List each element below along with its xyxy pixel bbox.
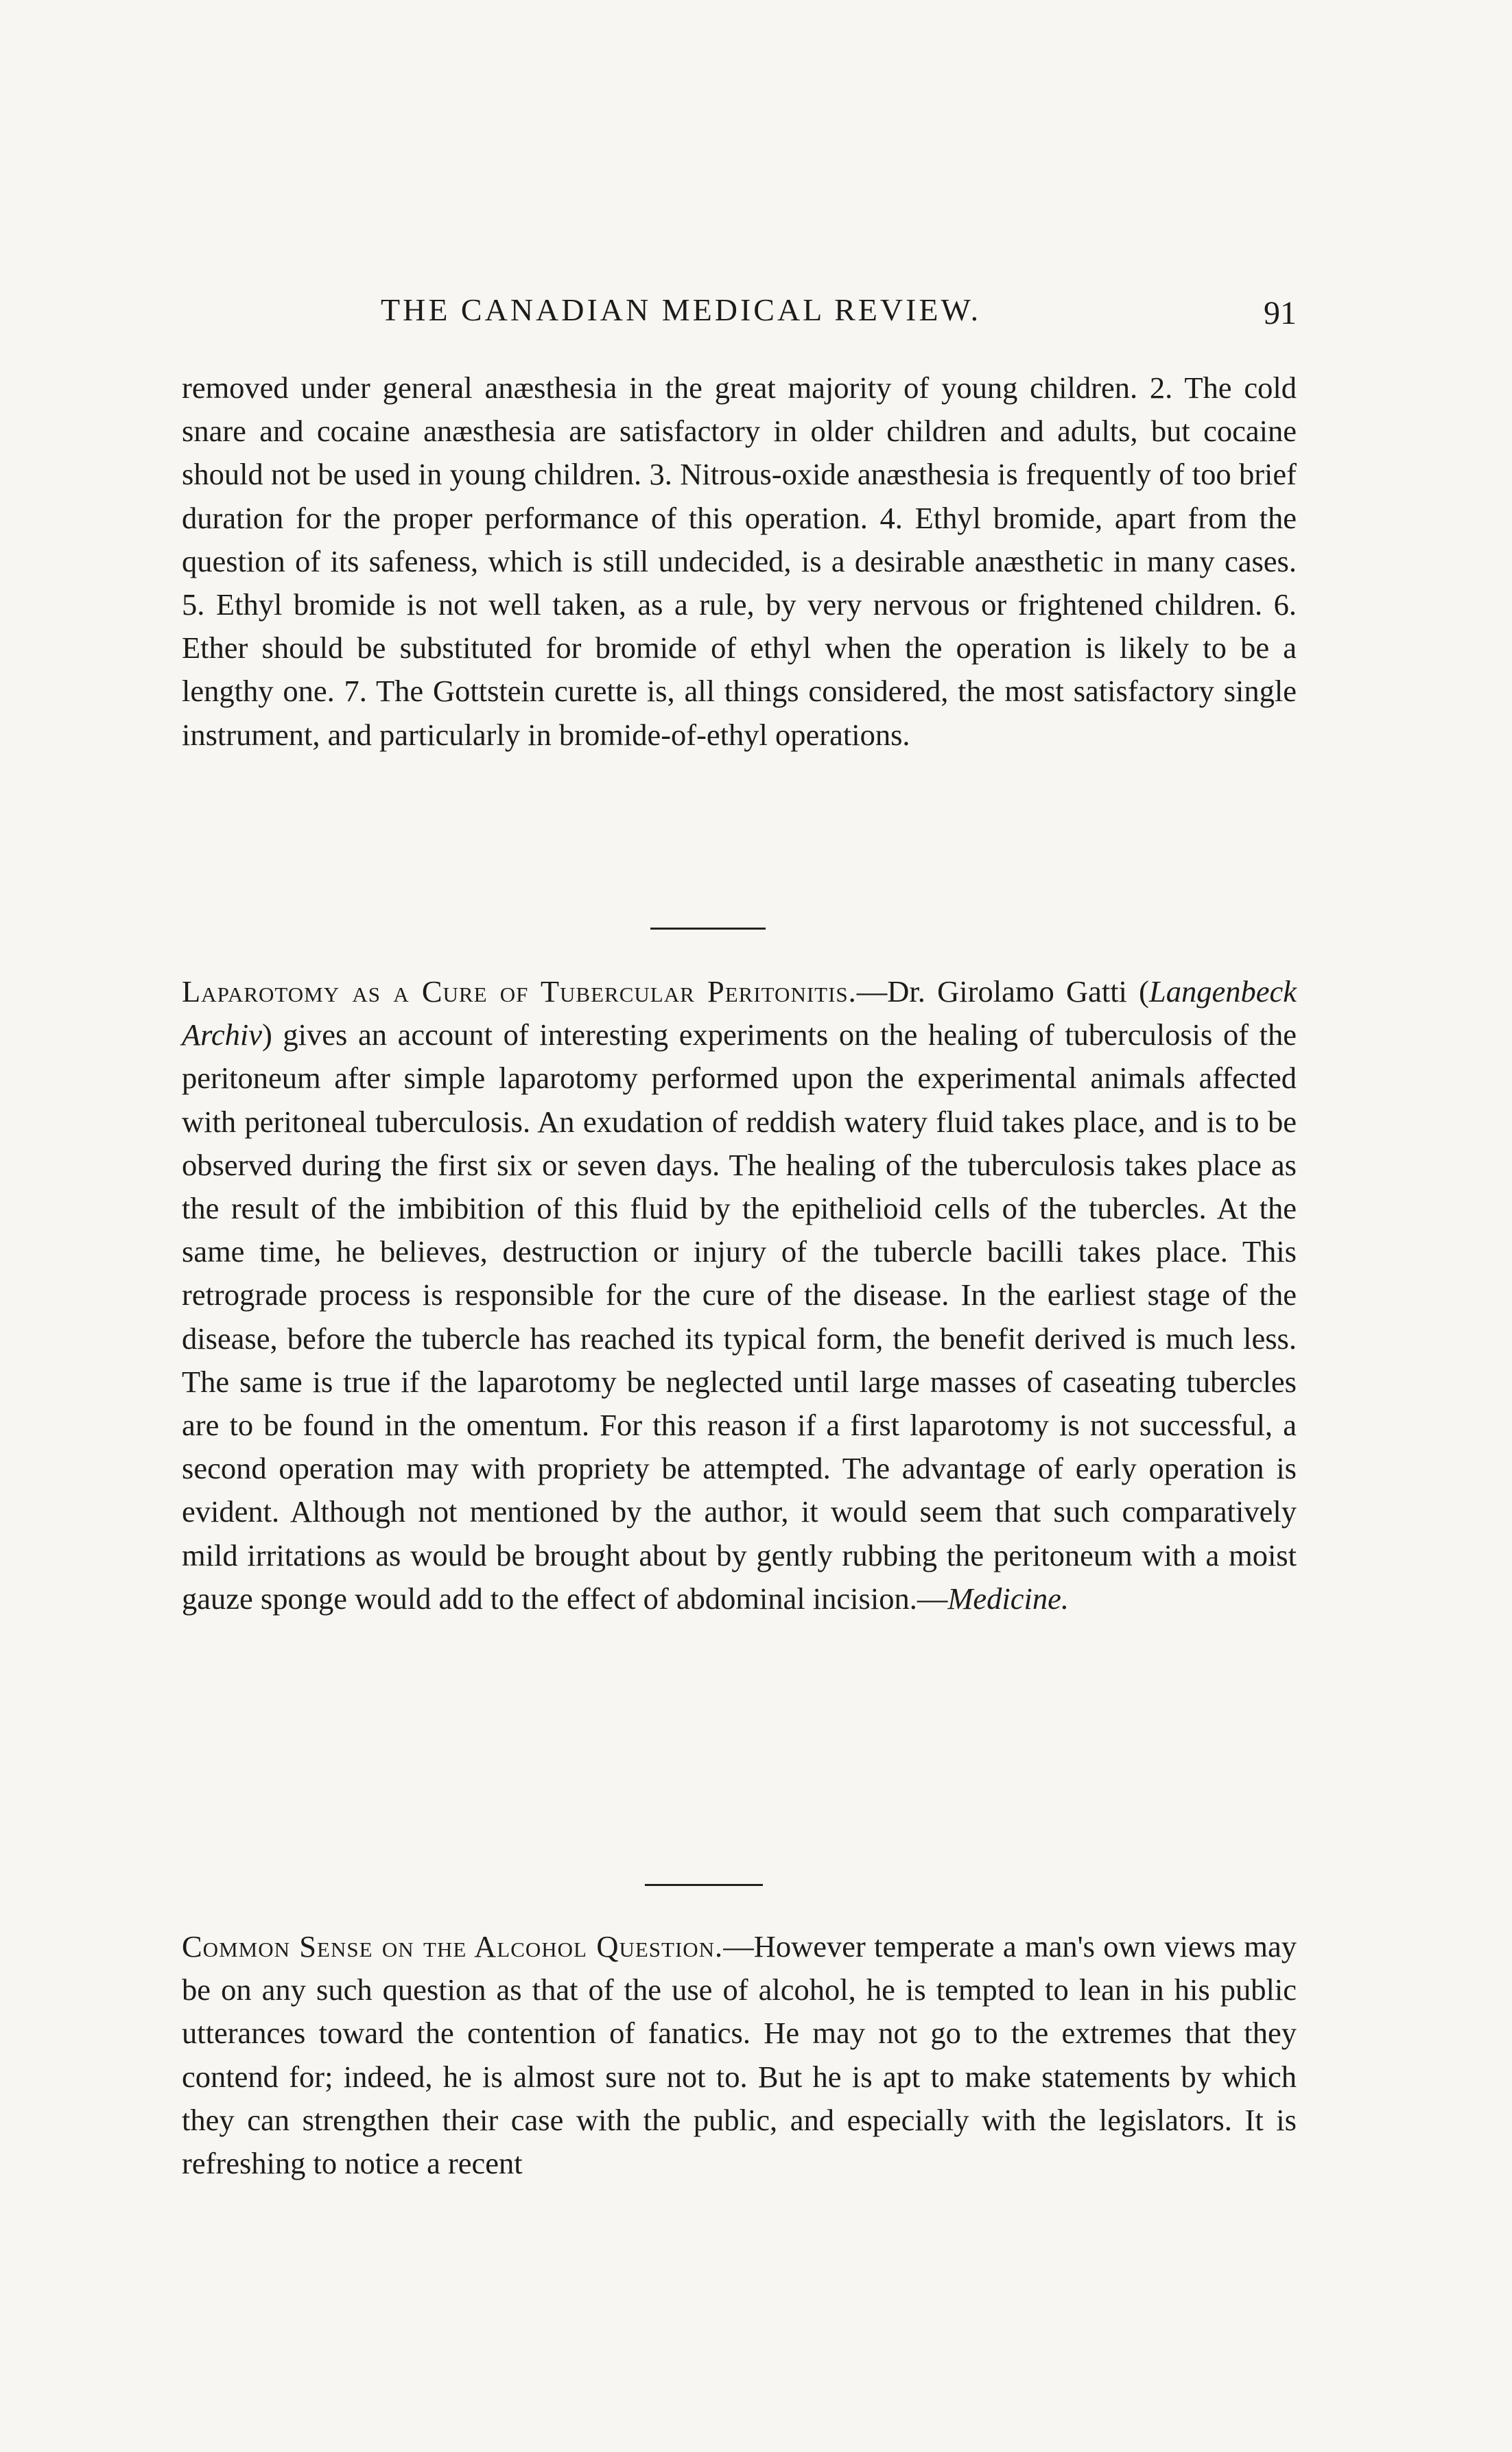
- continuation-paragraph: [182, 366, 1297, 757]
- continuation-text: removed under general anæsthesia in the great majority of young children. 2. The cold snare and cocaine anæsthesia are satisfactory in older children and adults, but cocaine should not be used in young children. 3. Nitrous-oxide anæsthesia is frequently of too brief duration for the proper performance of this operation. 4. Ethyl bromide, apart from the question of its safeness, which is still undecided, is a desirable anæsthetic in many cases. 5. Ethyl bromide is not well taken, as a rule, by very nervous or frightened children. 6. Ether should be substituted for bromide of ethyl when the operation is likely to be a lengthy one. 7. The Gottstein curette is, all things considered, the most satisfactory single instrument, and particularly in bromide-of-ethyl operations.: [182, 370, 1297, 752]
- source-citation: Medicine.: [947, 1581, 1070, 1616]
- laparotomy-article: [182, 970, 1297, 1620]
- alcohol-title: Common Sense on the Alcohol Question.: [182, 1929, 724, 1964]
- title-dash: —: [723, 1929, 754, 1964]
- alcohol-article: [182, 1925, 1297, 2185]
- page-number: 91: [1264, 295, 1297, 331]
- laparotomy-body: ) gives an account of interesting experiments on the healing of tuberculosis of the peritoneum after simple laparotomy performed upon the experimental animals affected with peritoneal tuberculosis. An exudation of reddish watery fluid takes place, and is to be observed during the first six or seven days. The healing of the tuberculosis takes place as the result of the imbibition of this fluid by the epithelioid cells of the tubercles. At the same time, he believes, destruction or injury of the tubercle bacilli takes place. This retrograde process is responsible for the cure of the disease. In the earliest stage of the disease, before the tubercle has reached its typical form, the benefit derived is much less. The same is true if the laparotomy be neglected until large masses of caseating tubercles are to be found in the omentum. For this reason if a first laparotomy is not successful, a second operation may with propriety be attempted. The advantage of early operation is evident. Although not mentioned by the author, it would seem that such comparatively mild irritations as would be brought about by gently rubbing the peritoneum with a moist gauze sponge would add to the effect of abdominal incision.: [182, 1017, 1297, 1616]
- source-dash: —: [917, 1581, 948, 1616]
- alcohol-body: However temperate a man's own views may be on any such question as that of the use of alcohol, he is tempted to lean in his public utterances toward the contention of fanatics. He may not go to the extremes that they contend for; indeed, he is almost sure not to. But he is apt to make statements by which they can strengthen their case with the public, and especially with the legislators. It is refreshing to notice a recent: [182, 1929, 1297, 2181]
- section-divider: [645, 1884, 763, 1886]
- title-dash: —: [856, 974, 888, 1009]
- running-title: THE CANADIAN MEDICAL REVIEW.: [381, 292, 982, 327]
- section-divider: [650, 928, 766, 930]
- laparotomy-title: Laparotomy as a Cure of Tubercular Peritonitis.: [182, 974, 857, 1009]
- laparotomy-intro: Dr. Girolamo Gatti (: [887, 974, 1149, 1009]
- journal-citation: Langenbeck Archiv: [182, 974, 1297, 1052]
- page-header: [182, 292, 1297, 340]
- laparotomy-paragraph: [182, 970, 1297, 1620]
- alcohol-paragraph: [182, 1925, 1297, 2185]
